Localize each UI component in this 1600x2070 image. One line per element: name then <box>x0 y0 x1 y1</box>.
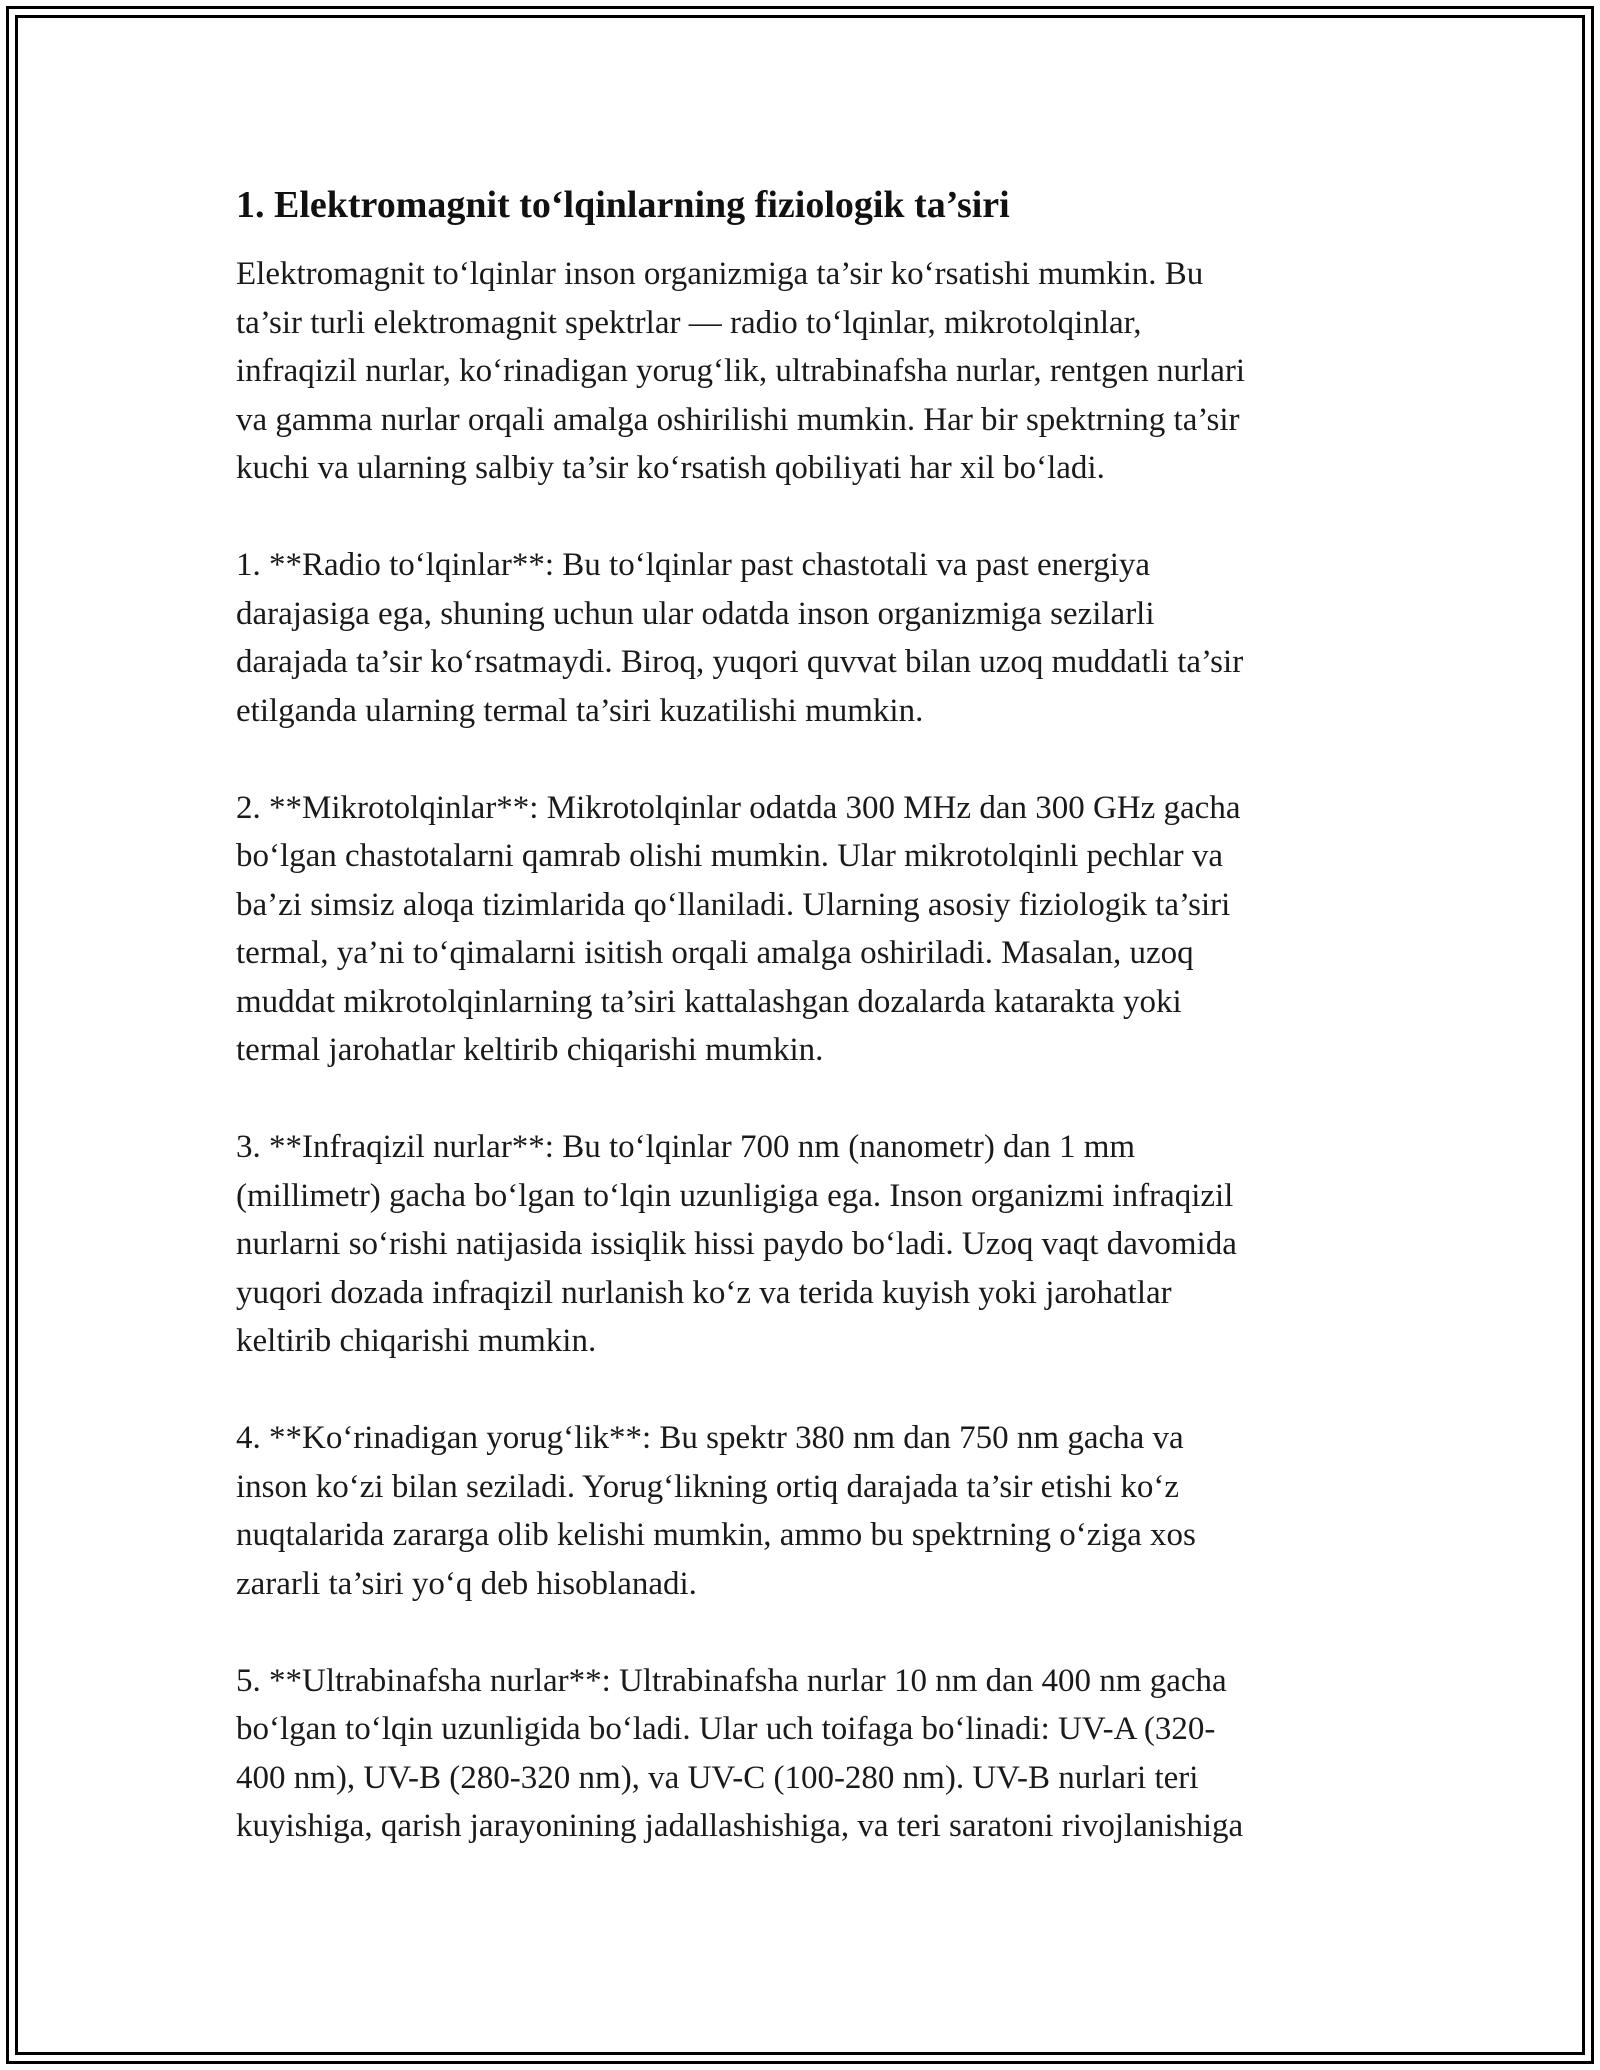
text-line: nurlarni so‘rishi natijasida issiqlik hissi paydo bo‘ladi. Uzoq vaqt davomida <box>236 1226 1237 1262</box>
text-line: muddat mikrotolqinlarning ta’siri kattalashgan dozalarda katarakta yoki <box>236 983 1182 1020</box>
infrared-paragraph <box>236 1123 1372 1366</box>
text-line: 3. **Infraqizil nurlar**: Bu to‘lqinlar 700 nm (nanometr) dan 1 mm <box>236 1129 1136 1165</box>
text-line: 5. **Ultrabinafsha nurlar**: Ultrabinafsha nurlar 10 nm dan 400 nm gacha <box>236 1662 1227 1699</box>
text-line: ba’zi simsiz aloqa tizimlarida qo‘llaniladi. Ularning asosiy fiziologik ta’siri <box>236 886 1231 923</box>
text-line: Elektromagnit to‘lqinlar inson organizmiga ta’sir ko‘rsatishi mumkin. Bu <box>236 256 1204 292</box>
text-line: darajasiga ega, shuning uchun ular odatda inson organizmiga sezilarli <box>236 595 1155 632</box>
text-line: infraqizil nurlar, ko‘rinadigan yorug‘lik, ultrabinafsha nurlar, rentgen nurlari <box>236 353 1245 389</box>
text-line: kuchi va ularning salbiy ta’sir ko‘rsatish qobiliyati har xil bo‘ladi. <box>236 450 1105 486</box>
section-heading: 1. Elektromagnit to‘lqinlarning fiziologik ta’siri <box>236 184 1010 226</box>
text-line: darajada ta’sir ko‘rsatmaydi. Biroq, yuqori quvvat bilan uzoq muddatli ta’sir <box>236 644 1244 680</box>
text-line: termal jarohatlar keltirib chiqarishi mumkin. <box>236 1032 824 1068</box>
text-line: 4. **Ko‘rinadigan yorug‘lik**: Bu spektr 380 nm dan 750 nm gacha va <box>236 1420 1184 1456</box>
text-line: inson ko‘zi bilan seziladi. Yorug‘likning ortiq darajada ta’sir etishi ko‘z <box>236 1468 1180 1505</box>
text-line: bo‘lgan chastotalarni qamrab olishi mumkin. Ular mikrotolqinli pechlar va <box>236 838 1224 874</box>
text-line: va gamma nurlar orqali amalga oshirilishi mumkin. Har bir spektrning ta’sir <box>236 401 1240 438</box>
text-line: yuqori dozada infraqizil nurlanish ko‘z va terida kuyish yoki jarohatlar <box>236 1274 1172 1311</box>
document-body <box>236 182 1372 1899</box>
text-line: kuyishiga, qarish jarayonining jadallashishiga, va teri saratoni rivojlanishiga <box>236 1808 1244 1844</box>
text-line: 400 nm), UV-B (280-320 nm), va UV-C (100-280 nm). UV-B nurlari teri <box>236 1759 1199 1796</box>
microwaves-paragraph <box>236 784 1372 1075</box>
text-line: zararli ta’siri yo‘q deb hisoblanadi. <box>236 1565 697 1602</box>
text-line: nuqtalarida zararga olib kelishi mumkin, ammo bu spektrning o‘ziga xos <box>236 1517 1196 1553</box>
text-line: 1. **Radio to‘lqinlar**: Bu to‘lqinlar past chastotali va past energiya <box>236 547 1151 583</box>
text-line: 2. **Mikrotolqinlar**: Mikrotolqinlar odatda 300 MHz dan 300 GHz gacha <box>236 789 1241 826</box>
visible-light-paragraph <box>236 1414 1372 1608</box>
text-line: ta’sir turli elektromagnit spektrlar — radio to‘lqinlar, mikrotolqinlar, <box>236 304 1142 341</box>
text-line: etilganda ularning termal ta’siri kuzatilishi mumkin. <box>236 692 924 729</box>
intro-paragraph <box>236 250 1372 493</box>
text-line: keltirib chiqarishi mumkin. <box>236 1323 597 1359</box>
text-line: bo‘lgan to‘lqin uzunligida bo‘ladi. Ular uch toifaga bo‘linadi: UV-A (320- <box>236 1711 1216 1747</box>
ultraviolet-paragraph <box>236 1657 1372 1851</box>
text-line: (millimetr) gacha bo‘lgan to‘lqin uzunligiga ega. Inson organizmi infraqizil <box>236 1177 1234 1214</box>
radio-waves-paragraph <box>236 541 1372 735</box>
text-line: termal, ya’ni to‘qimalarni isitish orqali amalga oshiriladi. Masalan, uzoq <box>236 935 1194 971</box>
